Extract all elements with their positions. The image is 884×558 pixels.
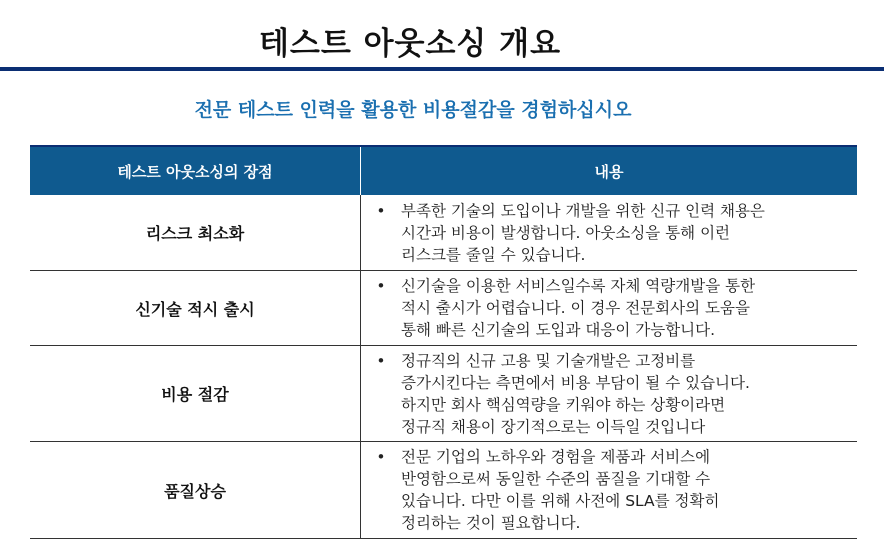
row-label: 품질상승: [30, 442, 361, 539]
row-content-text: 전문 기업의 노하우와 경험을 제품과 서비스에 반영함으로써 동일한 수준의 품질을 기대할 수 있습니다. 다만 이를 위해 사전에 SLA를 정확히 정리하는 것이 필요합니다.: [401, 448, 720, 532]
table-row: [30, 271, 857, 346]
bullet-icon: •: [376, 448, 386, 466]
row-content-text: 신기술을 이용한 서비스일수록 자체 역량개발을 통한 적시 출시가 어렵습니다. 이 경우 전문회사의 도움을 통해 빠른 신기술의 도입과 대응이 가능합니다.: [401, 277, 756, 339]
bullet-icon: •: [376, 351, 386, 370]
page-title: 테스트 아웃소싱 개요: [258, 26, 562, 62]
table-row: [30, 442, 857, 539]
row-label: 리스크 최소화: [30, 195, 361, 271]
page-subtitle: 전문 테스트 인력을 활용한 비용절감을 경험하십시오: [194, 99, 632, 121]
bullet-icon: •: [376, 277, 386, 295]
row-content: [361, 195, 858, 271]
row-content-text: 부족한 기술의 도입이나 개발을 위한 신규 인력 채용은 시간과 비용이 발생합니다. 아웃소싱을 통해 이런 리스크를 줄일 수 있습니다.: [401, 201, 765, 264]
row-content-text: 정규직의 신규 고용 및 기술개발은 고정비를 증가시킨다는 측면에서 비용 부담이 될 수 있습니다. 하지만 회사 핵심역량을 키워야 하는 상황이라면 정규직 채용이 장기적으로는 이득일 것입니다: [401, 351, 750, 436]
row-content: [361, 442, 858, 539]
table-row: [30, 346, 857, 442]
row-content: [361, 346, 858, 442]
column-header-content: 내용: [361, 146, 858, 195]
table-header-row: [30, 146, 857, 195]
table-row: [30, 195, 857, 271]
title-divider: [0, 67, 884, 71]
row-label: 신기술 적시 출시: [30, 271, 361, 346]
row-content: [361, 271, 858, 346]
column-header-advantage: 테스트 아웃소싱의 장점: [30, 146, 361, 195]
row-label: 비용 절감: [30, 346, 361, 442]
advantages-table: [30, 145, 857, 539]
bullet-icon: •: [376, 201, 386, 220]
